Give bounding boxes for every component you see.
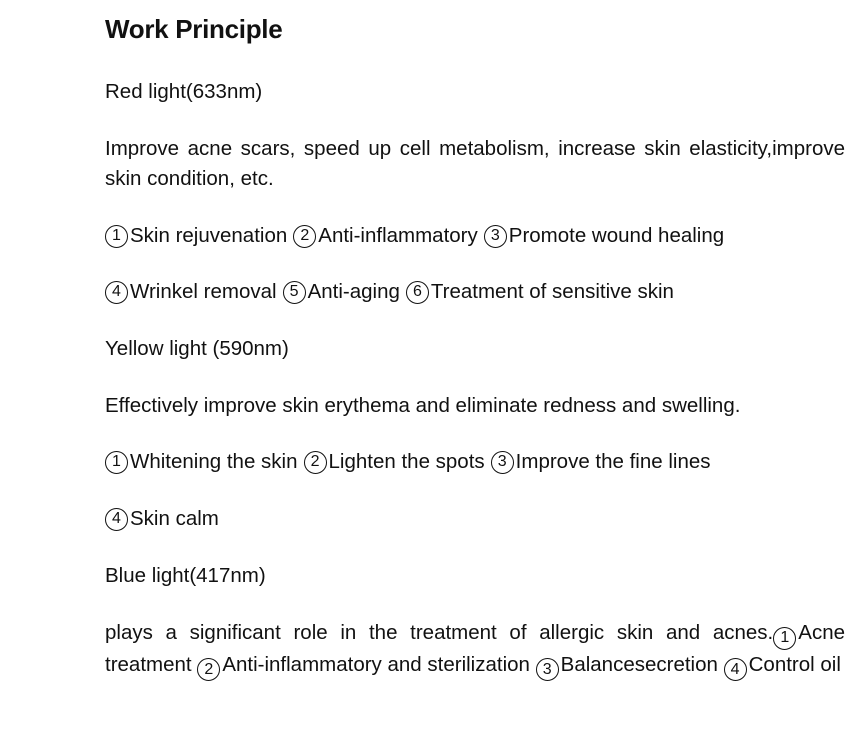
blue-description-text: plays a significant role in the treatment of allergic skin and acnes. <box>105 621 774 644</box>
list-item: Skin calm <box>130 507 219 530</box>
number-badge: 5 <box>283 281 306 304</box>
number-badge: 4 <box>724 658 747 681</box>
list-item: Balancesecretion <box>560 652 718 676</box>
red-light-description: Improve acne scars, speed up cell metabolism, increase skin elasticity,improve skin condition, etc. <box>105 137 845 190</box>
number-badge: 3 <box>536 658 559 681</box>
number-badge: 6 <box>406 281 429 304</box>
number-badge: 4 <box>105 281 128 304</box>
number-badge: 4 <box>105 508 128 531</box>
number-badge: 2 <box>197 658 220 681</box>
yellow-benefits-row-2 <box>105 504 225 534</box>
red-light-heading: Red light(633nm) <box>105 80 263 103</box>
list-item: Wrinkel removal <box>130 280 277 303</box>
number-badge: 1 <box>105 451 128 474</box>
yellow-light-description: Effectively improve skin erythema and eliminate redness and swelling. <box>105 394 741 417</box>
list-item: Lighten the spots <box>328 450 485 473</box>
blue-light-heading: Blue light(417nm) <box>105 564 266 587</box>
blue-light-description <box>105 618 845 681</box>
list-item: Improve the fine lines <box>515 450 711 473</box>
list-item: Acne treatment <box>105 621 845 676</box>
list-item: Skin rejuvenation <box>130 224 288 247</box>
list-item: Anti-inflammatory and sterilization <box>222 652 530 676</box>
yellow-benefits-row-1 <box>105 447 717 477</box>
list-item: Whitening the skin <box>130 450 298 473</box>
list-item: Anti-aging <box>307 280 400 303</box>
list-item: Anti-inflammatory <box>318 224 478 247</box>
list-item: Promote wound healing <box>508 224 725 247</box>
red-benefits-row-1 <box>105 221 730 251</box>
number-badge: 1 <box>105 225 128 248</box>
number-badge: 3 <box>491 451 514 474</box>
number-badge: 1 <box>773 627 796 650</box>
red-benefits-row-2 <box>105 277 680 307</box>
number-badge: 3 <box>484 225 507 248</box>
yellow-light-heading: Yellow light (590nm) <box>105 337 289 360</box>
number-badge: 2 <box>304 451 327 474</box>
list-item: Treatment of sensitive skin <box>430 280 674 303</box>
list-item: Control oil <box>748 652 841 676</box>
page-title: Work Principle <box>105 14 283 44</box>
number-badge: 2 <box>293 225 316 248</box>
